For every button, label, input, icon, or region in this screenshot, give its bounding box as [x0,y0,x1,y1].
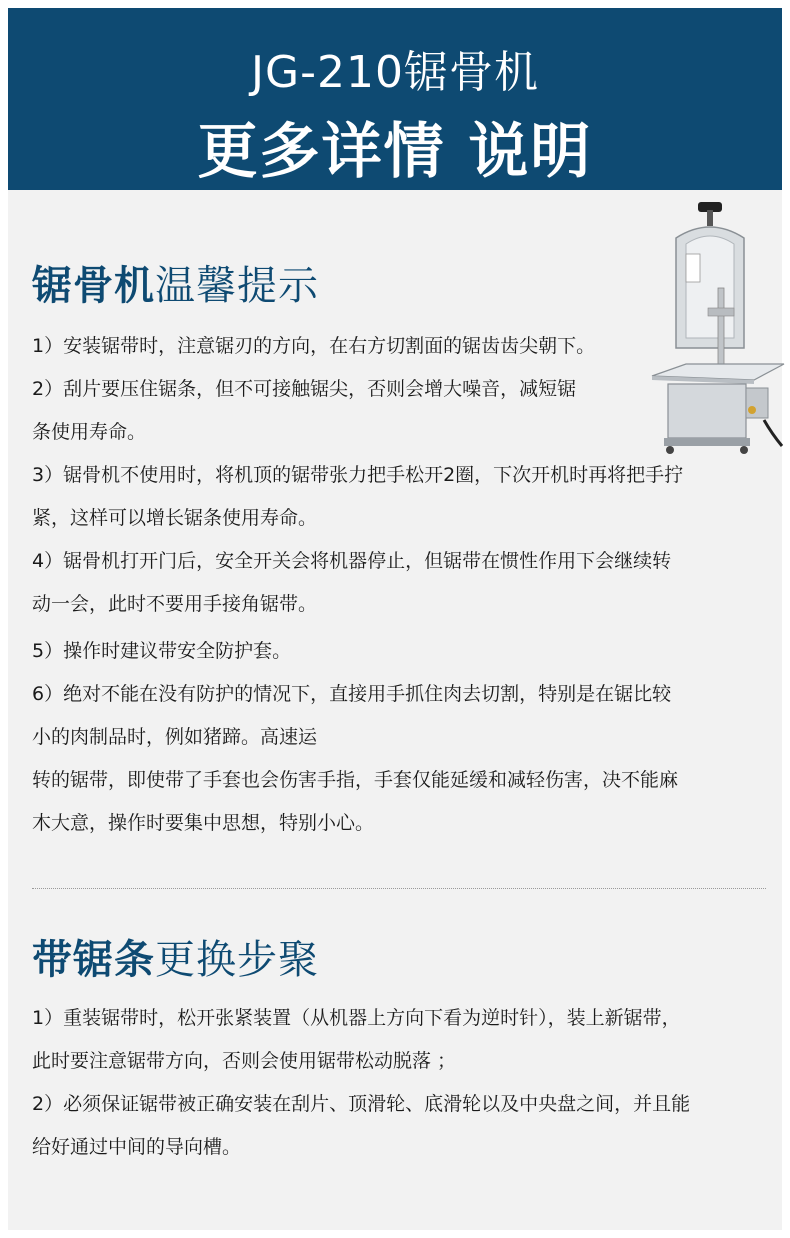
bone-saw-machine-icon [646,198,786,460]
header-banner [8,8,782,190]
tips-line: 紧，这样可以增长锯条使用寿命。 [32,507,318,529]
steps-line: 2）必须保证锯带被正确安装在刮片、顶滑轮、底滑轮以及中央盘之间，并且能 [32,1093,691,1115]
tips-title-bold: 锯骨机 [32,263,155,309]
steps-line: 此时要注意锯带方向，否则会使用锯带松动脱落 ； [32,1050,457,1072]
steps-section-title [32,928,319,985]
steps-title-light: 更换步聚 [155,937,319,983]
page-subtitle: 更多详情 说明 [197,117,593,187]
section-divider [32,888,766,889]
tips-line: 1）安装锯带时，注意锯刃的方向，在右方切割面的锯齿齿尖朝下。 [32,335,596,357]
tips-line: 3）锯骨机不使用时，将机顶的锯带张力把手松开2圈，下次开机时再将把手拧 [32,464,684,486]
tips-line: 转的锯带，即使带了手套也会伤害手指，手套仅能延缓和减轻伤害，决不能麻 [32,769,679,791]
tips-section-title [32,254,319,311]
tips-line: 小的肉制品时，例如猪蹄。高速运 [32,726,318,748]
tips-line: 4）锯骨机打开门后，安全开关会将机器停止，但锯带在惯性作用下会继续转 [32,550,672,572]
tips-line: 木大意，操作时要集中思想，特别小心。 [32,812,375,834]
tips-line: 条使用寿命。 [32,421,147,443]
tips-line: 动一会，此时不要用手接角锯带。 [32,593,318,615]
steps-line: 给好通过中间的导向槽。 [32,1136,242,1158]
tips-title-light: 温馨提示 [155,263,319,309]
steps-line: 1）重装锯带时，松开张紧装置（从机器上方向下看为逆时针），装上新锯带， [32,1007,681,1029]
tips-line: 2）刮片要压住锯条，但不可接触锯尖，否则会增大噪音，减短锯 [32,378,577,400]
tips-line: 6）绝对不能在没有防护的情况下，直接用手抓住肉去切割，特别是在锯比较 [32,683,672,705]
tips-line: 5）操作时建议带安全防护套。 [32,640,292,662]
model-title: JG-210锯骨机 [251,47,539,98]
steps-title-bold: 带锯条 [32,937,155,983]
